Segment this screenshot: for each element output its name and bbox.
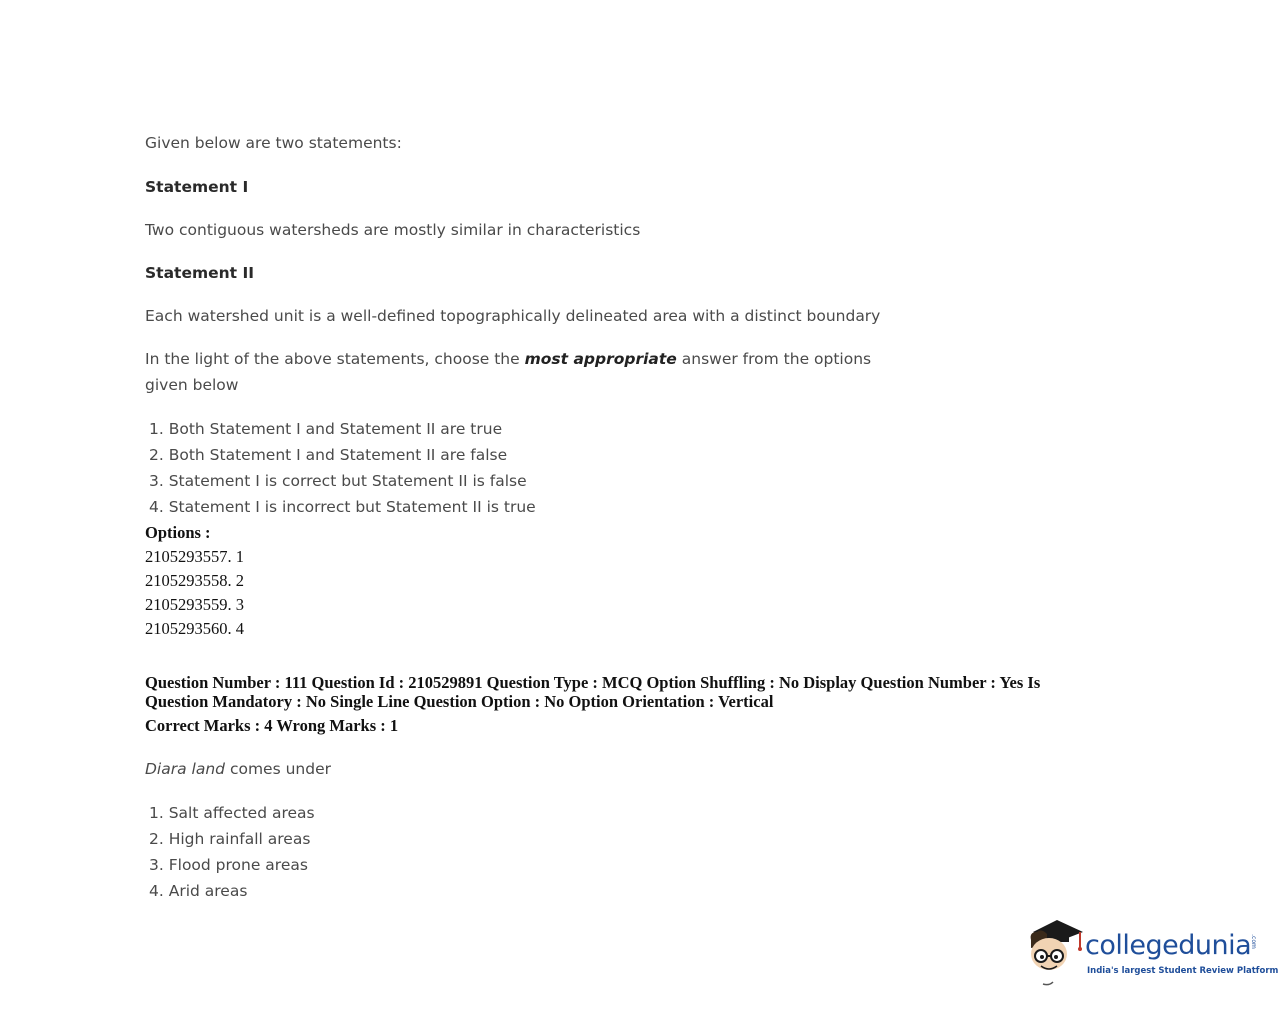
question-111-text [145,760,331,778]
question-rest: comes under [225,760,331,778]
prompt-after: answer from the options [676,350,872,368]
choice-item: 1. Both Statement I and Statement II are true [149,420,503,438]
statement-1-text: Two contiguous watersheds are mostly similar in characteristics [145,221,641,239]
choice-item: 1. Salt affected areas [149,804,315,822]
choice-item: 4. Arid areas [149,882,248,900]
graduate-mascot-icon [1025,918,1087,990]
choice-item: 4. Statement I is incorrect but Statement II is true [149,498,536,516]
choice-item: 2. High rainfall areas [149,830,311,848]
logo-tagline: India's largest Student Review Platform [1087,966,1279,976]
question-intro: Given below are two statements: [145,134,402,152]
logo-wordmark: collegedunia [1085,930,1252,961]
choice-item: 3. Flood prone areas [149,856,308,874]
collegedunia-logo [1025,918,1279,990]
prompt-emphasis: most appropriate [524,350,677,368]
option-id: 2105293560. 4 [145,619,244,638]
choice-item: 3. Statement I is correct but Statement II is false [149,472,527,490]
question-term: Diara land [145,760,226,778]
question-meta-line-2: Question Mandatory : No Single Line Question Option : No Option Orientation : Vertical [145,692,774,711]
question-meta-line-1: Question Number : 111 Question Id : 210529891 Question Type : MCQ Option Shuffling : No Display Question Number : Yes Is [145,673,1041,692]
options-label: Options : [145,523,211,542]
logo-domain-suffix: .com [1249,934,1257,949]
option-id: 2105293558. 2 [145,571,244,590]
choice-item: 2. Both Statement I and Statement II are false [149,446,508,464]
question-marks: Correct Marks : 4 Wrong Marks : 1 [145,716,399,735]
statement-2-heading: Statement II [145,264,254,282]
option-id: 2105293559. 3 [145,595,244,614]
prompt-before: In the light of the above statements, choose the [145,350,525,368]
statement-2-text: Each watershed unit is a well-defined topographically delineated area with a distinct boundary [145,307,881,325]
question-prompt-line2: given below [145,376,239,394]
question-prompt [145,350,871,368]
statement-1-heading: Statement I [145,178,249,196]
option-id: 2105293557. 1 [145,547,244,566]
